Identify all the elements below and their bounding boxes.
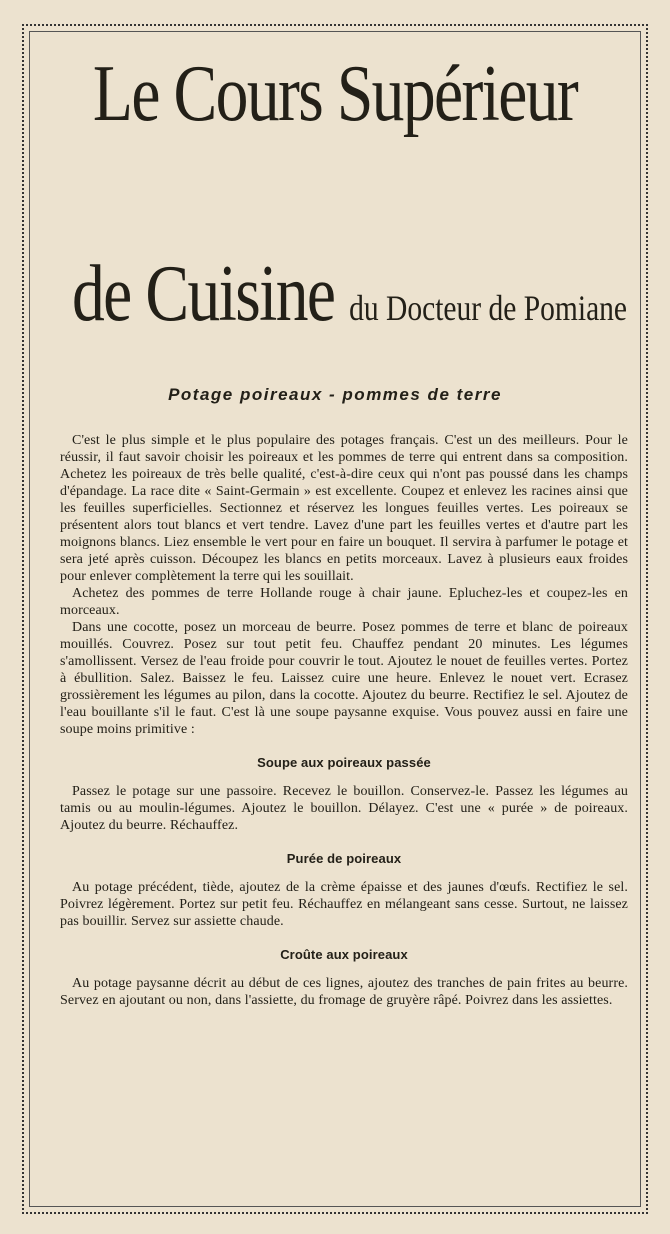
- section-paragraph: Passez le potage sur une passoire. Recevez le bouillon. Conservez-le. Passez les légumes au tamis ou au moulin-légumes. Ajoutez le bouillon. Délayez. C'est une « purée » de poireaux. Ajoutez du beurre. Réchauffez.: [60, 784, 628, 833]
- section-heading: Purée de poireaux: [286, 851, 402, 866]
- masthead-line-2-small: du Docteur de Pomiane: [349, 288, 628, 328]
- recipe-title: Potage poireaux - pommes de terre: [168, 385, 502, 404]
- article-body: [60, 432, 628, 1009]
- section-paragraph: Au potage paysanne décrit au début de ces lignes, ajoutez des tranches de pain frites au beurre. Servez en ajoutant ou non, dans l'assiette, du fromage de gruyère râpé. Poivrez dans les assiettes.: [60, 976, 628, 1008]
- intro-paragraph: Achetez des pommes de terre Hollande rouge à chair jaune. Epluchez-les et coupez-les en morceaux.: [60, 586, 628, 618]
- section-paragraph: Au potage précédent, tiède, ajoutez de la crème épaisse et des jaunes d'œufs. Rectifiez le sel. Poivrez légèrement. Portez sur petit feu. Réchauffez en mélangeant sans cesse. Surtout, ne laissez pas bouillir. Servez sur assiette chaude.: [60, 880, 628, 929]
- section-heading: Soupe aux poireaux passée: [257, 755, 431, 770]
- intro-paragraph: Dans une cocotte, posez un morceau de beurre. Posez pommes de terre et blanc de poireaux mouillés. Couvrez. Posez sur tout petit feu. Chauffez pendant 20 minutes. Les légumes s'amollissent. Versez de l'eau froide pour couvrir le tout. Ajoutez le nouet de feuilles vertes. Portez à ébullition. Salez. Baissez le feu. Laissez cuire une heure. Enlevez le nouet vert. Ecrasez grossièrement les légumes au pilon, dans la cocotte. Ajoutez du beurre. Rectifiez le sel. Ajoutez de l'eau bouillante s'il le faut. C'est là une soupe paysanne exquise. Vous pouvez aussi en faire une soupe moins primitive :: [60, 620, 628, 737]
- section-heading: Croûte aux poireaux: [280, 947, 408, 962]
- masthead-line-2-large: de Cuisine: [72, 250, 335, 338]
- masthead-line-1: Le Cours Supérieur: [92, 50, 578, 138]
- masthead-line-2: [72, 248, 627, 354]
- intro-paragraph: C'est le plus simple et le plus populaire des potages français. C'est un des meilleurs. Pour le réussir, il faut savoir choisir les poireaux et les pommes de terre qui entrent dans sa composition. Achetez les poireaux de très belle qualité, c'est-à-dire ceux qui n'ont pas poussé dans les champs d'épandage. La race dite « Saint-Germain » est excellente. Coupez et enlevez les racines ainsi que les feuilles superficielles. Sectionnez et réservez les longues feuilles vertes. Les poireaux se présentent alors tout blancs et vert tendre. Lavez d'une part les feuilles vertes et d'autre part les moignons blancs. Liez ensemble le vert pour en faire un bouquet. Il servira à parfumer le potage et sera jeté après cuisson. Découpez les blancs en petits morceaux. Lavez à plusieurs eaux froides pour enlever complètement la terre qui les souillait.: [60, 433, 628, 584]
- masthead: [0, 48, 670, 140]
